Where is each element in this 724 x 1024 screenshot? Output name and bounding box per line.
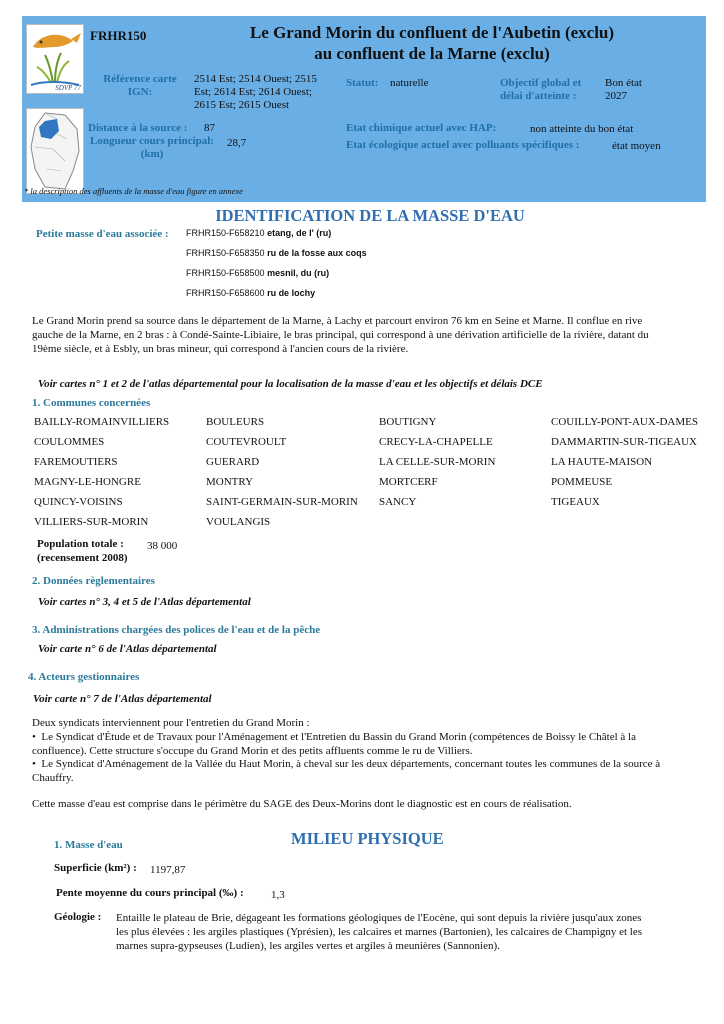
voir-cartes-3-5: Voir cartes n° 3, 4 et 5 de l'Atlas départemental <box>38 596 251 608</box>
longueur-label: Longueur cours principal: (km) <box>90 135 214 160</box>
bullet-icon: • <box>32 758 42 770</box>
footnote: * la description des affluents de la masse d'eau figure en annexe <box>24 186 243 196</box>
sdvp-logo <box>26 24 84 94</box>
ref-value: 2514 Est; 2514 Ouest; 2515 Est; 2614 Est; 2614 Ouest; 2615 Est; 2615 Ouest <box>194 73 317 111</box>
commune-item: LA HAUTE-MAISON <box>551 456 653 468</box>
commune-item: CRECY-LA-CHAPELLE <box>379 436 493 448</box>
eco-value: état moyen <box>612 140 661 152</box>
commune-item: MAGNY-LE-HONGRE <box>34 476 141 488</box>
milieu-title: MILIEU PHYSIQUE <box>291 829 444 848</box>
commune-item: VILLIERS-SUR-MORIN <box>34 516 149 528</box>
statut-label: Statut: <box>346 77 379 89</box>
pente-value: 1,3 <box>271 889 285 901</box>
administrations-heading: 3. Administrations chargées des polices de l'eau et de la pêche <box>32 624 321 636</box>
commune-item: COUILLY-PONT-AUX-DAMES <box>551 416 698 428</box>
geologie-value: Entaille le plateau de Brie, dégageant les formations géologiques de l'Eocène, qui sont depuis la rivière jusqu'aux zones les plus élevées : les argiles plastiques (Yprésien), les calcaires et marnes (Bartonien), les calcaires de Champigny et les marnes supra-gypseuses (Ludien), les argiles vertes et argiles à meunières (Sannonien). <box>116 912 642 952</box>
pente-label: Pente moyenne du cours principal (‰) : <box>56 887 244 899</box>
commune-item: COUTEVROULT <box>206 436 287 448</box>
department-map <box>26 108 84 194</box>
acteurs-bullet-1: • Le Syndicat d'Étude et de Travaux pour l'Aménagement et l'Entretien du Bassin du Grand Morin (compétences de Boissy le Châtel à la confluence). Cette structure s'occupe du Grand Morin et des petits affluents comme le ru de Villiers. <box>32 731 636 757</box>
petite-masse-list <box>186 228 367 308</box>
longueur-value: 28,7 <box>227 137 247 149</box>
voir-cartes-1-2: Voir cartes n° 1 et 2 de l'atlas départemental pour la localisation de la masse d'eau et les objectifs et délais DCE <box>38 378 543 390</box>
petite-masse-item: FRHR150-F658350 ru de la fosse aux coqs <box>186 248 367 258</box>
population-label: Population totale : (recensement 2008) <box>37 538 128 564</box>
petite-masse-item: FRHR150-F658210 etang, de l' (ru) <box>186 228 332 238</box>
objectif-value-etat: Bon état <box>605 77 642 89</box>
header-panel <box>22 16 706 202</box>
acteurs-bullet-2: • Le Syndicat d'Aménagement de la Vallée du Haut Morin, à cheval sur les deux départements, concernant toutes les communes de la source à Chauffry. <box>32 758 661 784</box>
commune-item: GUERARD <box>206 456 260 468</box>
logo-text: SDVP 77 <box>55 84 81 92</box>
eco-label: Etat écologique actuel avec polluants spécifiques : <box>346 139 580 151</box>
communes-table <box>34 416 724 536</box>
commune-item: COULOMMES <box>34 436 105 448</box>
geologie-label: Géologie : <box>54 911 102 923</box>
commune-item: QUINCY-VOISINS <box>34 496 123 508</box>
hap-label: Etat chimique actuel avec HAP: <box>346 122 497 134</box>
hap-value: non atteinte du bon état <box>530 123 634 135</box>
commune-item: FAREMOUTIERS <box>34 456 118 468</box>
petite-masse-item: FRHR150-F658600 ru de lochy <box>186 288 316 298</box>
commune-item: LA CELLE-SUR-MORIN <box>379 456 496 468</box>
donnees-heading: 2. Données règlementaires <box>32 575 155 587</box>
statut-value: naturelle <box>390 77 429 89</box>
commune-item: VOULANGIS <box>206 516 271 528</box>
fish-logo-icon <box>27 25 83 93</box>
department-map-icon <box>27 109 83 193</box>
masse-eau-heading: 1. Masse d'eau <box>54 839 123 851</box>
commune-item: MONTRY <box>206 476 254 488</box>
petite-masse-label: Petite masse d'eau associée : <box>36 228 169 240</box>
voir-carte-7: Voir carte n° 7 de l'Atlas départemental <box>33 693 212 705</box>
acteurs-intro: Deux syndicats interviennent pour l'entretien du Grand Morin : <box>32 717 310 729</box>
identification-title: IDENTIFICATION DE LA MASSE D'EAU <box>215 206 525 225</box>
page-title-line2: au confluent de la Marne (exclu) <box>314 44 550 63</box>
distance-label: Distance à la source : <box>88 122 188 134</box>
distance-value: 87 <box>204 122 215 134</box>
objectif-label: Objectif global et délai d'atteinte : <box>500 77 582 102</box>
objectif-value-year: 2027 <box>605 90 627 102</box>
communes-heading: 1. Communes concernées <box>32 397 151 409</box>
commune-item: TIGEAUX <box>551 496 600 508</box>
commune-item: POMMEUSE <box>551 476 613 488</box>
voir-carte-6: Voir carte n° 6 de l'Atlas départemental <box>38 643 217 655</box>
bullet-icon: • <box>32 731 42 743</box>
commune-item: SAINT-GERMAIN-SUR-MORIN <box>206 496 358 508</box>
commune-item: MORTCERF <box>379 476 438 488</box>
acteurs-heading: 4. Acteurs gestionnaires <box>28 671 140 683</box>
masse-description: Le Grand Morin prend sa source dans le département de la Marne, à Lachy et parcourt environ 76 km en Seine et Marne. Il conflue en rive gauche de la Marne, en 2 bras : à Condé-Sainte-Libiaire, le bras principal, qui correspond à une dérivation artificielle de la rivière, datant du 19ème siècle, et à Esbly, un bras mineur, qui correspond à l'ancien cours de la rivière. <box>32 315 649 355</box>
commune-item: BAILLY-ROMAINVILLIERS <box>34 416 170 428</box>
superficie-label: Superficie (km²) : <box>54 862 137 874</box>
petite-masse-item: FRHR150-F658500 mesnil, du (ru) <box>186 268 330 278</box>
commune-item: BOULEURS <box>206 416 265 428</box>
page-title-line1: Le Grand Morin du confluent de l'Aubetin (exclu) <box>249 23 615 42</box>
masse-code: FRHR150 <box>90 28 147 43</box>
ref-label: Référence carte IGN: <box>103 73 177 98</box>
population-value: 38 000 <box>147 540 178 552</box>
sage-text: Cette masse d'eau est comprise dans le périmètre du SAGE des Deux-Morins dont le diagnostic est en cours de réalisation. <box>32 798 572 810</box>
superficie-value: 1197,87 <box>150 864 186 876</box>
commune-item: BOUTIGNY <box>379 416 437 428</box>
commune-item: SANCY <box>379 496 417 508</box>
commune-item: DAMMARTIN-SUR-TIGEAUX <box>551 436 697 448</box>
